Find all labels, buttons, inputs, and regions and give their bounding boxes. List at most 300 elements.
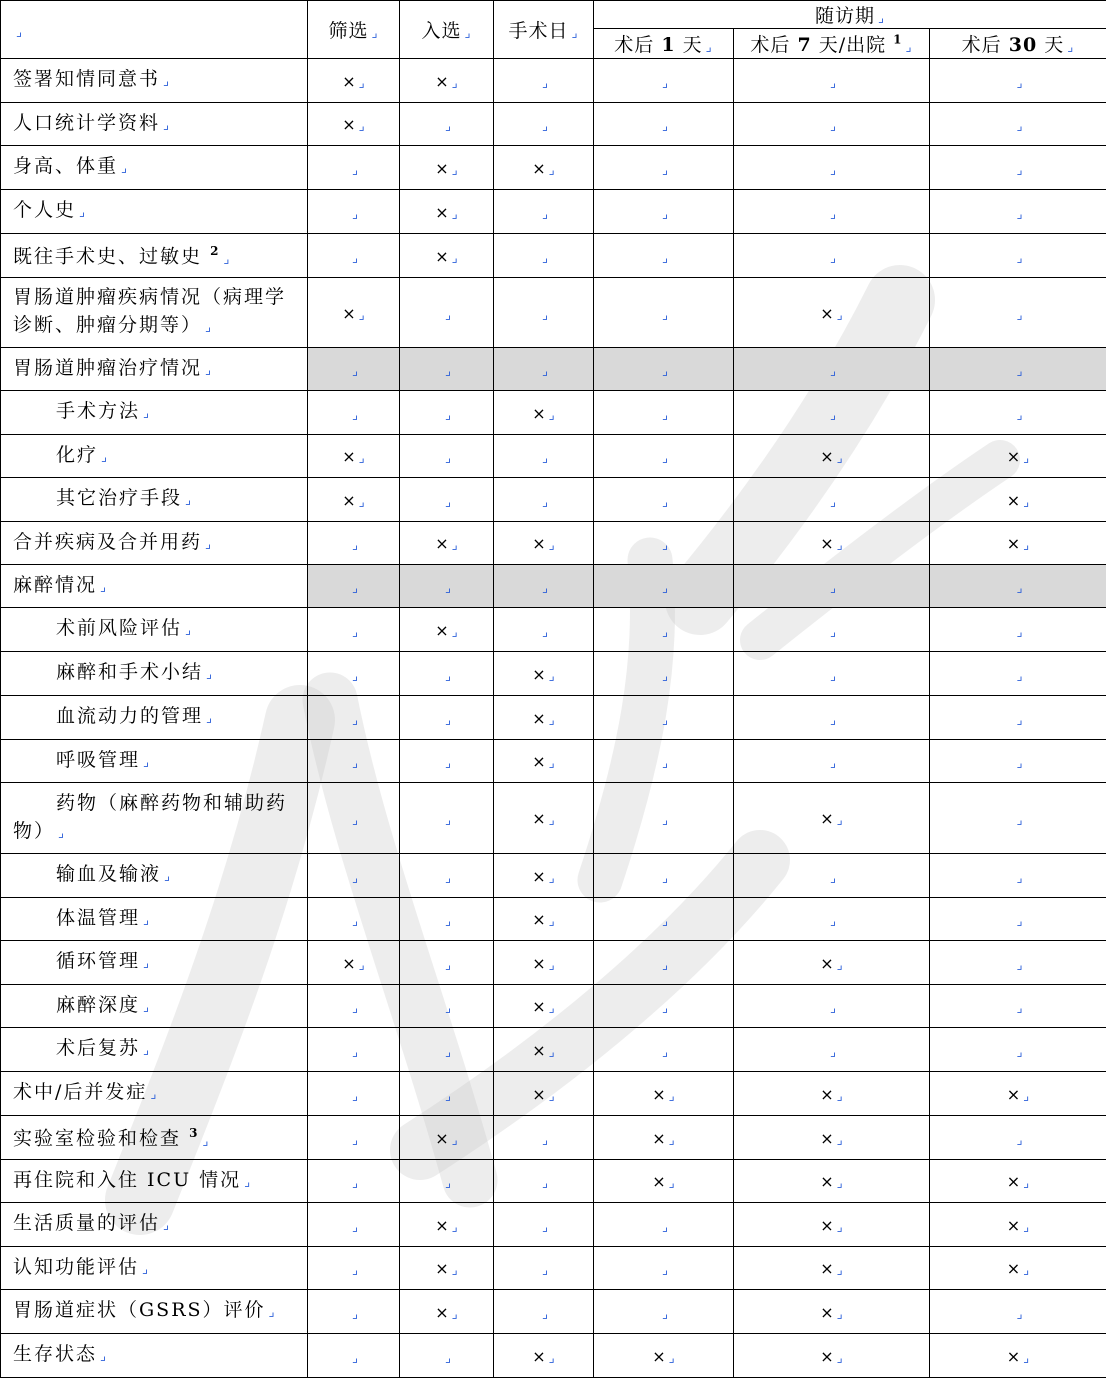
table-cell <box>930 522 1106 565</box>
paragraph-mark: ⌟ <box>352 713 358 728</box>
paragraph-mark: ⌟ <box>837 813 843 828</box>
check-mark: × <box>820 1303 833 1322</box>
row-label <box>1 608 308 652</box>
table-cell <box>734 941 930 985</box>
table-row <box>1 854 1106 898</box>
table-cell <box>494 1334 594 1378</box>
table-cell <box>734 652 930 696</box>
table-cell <box>734 696 930 740</box>
table-cell <box>308 1160 400 1203</box>
table-cell <box>594 696 734 740</box>
table-cell <box>494 103 594 146</box>
table-cell <box>734 1290 930 1334</box>
table-cell <box>734 565 930 608</box>
paragraph-mark: ⌟ <box>549 408 555 423</box>
table-cell <box>594 278 734 348</box>
paragraph-mark: ⌟ <box>549 871 555 886</box>
paragraph-mark: ⌟ <box>662 163 668 178</box>
table-cell <box>734 234 930 278</box>
table-cell <box>930 234 1106 278</box>
check-mark: × <box>342 491 355 510</box>
paragraph-mark: ⌟ <box>830 76 836 91</box>
check-mark: × <box>532 665 545 684</box>
row-label <box>1 565 308 608</box>
table-cell <box>494 1203 594 1247</box>
table-cell <box>594 190 734 234</box>
header-day-30: 术后 30 天 ⌟ <box>930 29 1106 59</box>
table-cell <box>494 391 594 435</box>
header-followup: 随访期 ⌟ <box>594 1 1106 29</box>
table-cell <box>734 985 930 1028</box>
table-cell <box>594 1203 734 1247</box>
table-cell <box>734 1072 930 1116</box>
row-label-text: 手术方法 <box>56 400 140 422</box>
table-cell <box>400 898 494 941</box>
table-cell <box>734 608 930 652</box>
table-cell <box>594 1334 734 1378</box>
paragraph-mark: ⌟ <box>445 756 451 771</box>
paragraph-mark: ⌟ <box>1023 1351 1029 1366</box>
table-cell <box>308 190 400 234</box>
table-cell <box>594 1072 734 1116</box>
table-row <box>1 783 1106 854</box>
table-cell <box>594 234 734 278</box>
row-label-text: 个人史 <box>13 199 76 221</box>
paragraph-mark: ⌟ <box>445 1089 451 1104</box>
row-label-text: 既往手术史、过敏史 <box>13 246 202 268</box>
paragraph-mark: ⌟ <box>669 1089 675 1104</box>
paragraph-mark: ⌟ <box>352 364 358 379</box>
check-mark: × <box>1007 1216 1020 1235</box>
table-row <box>1 391 1106 435</box>
table-row <box>1 1290 1106 1334</box>
paragraph-mark: ⌟ <box>662 1307 668 1322</box>
paragraph-mark: ⌟ <box>542 251 548 266</box>
table-cell <box>734 1203 930 1247</box>
row-label <box>1 1334 308 1378</box>
check-mark: × <box>342 304 355 323</box>
table-cell <box>494 854 594 898</box>
check-mark: × <box>532 867 545 886</box>
table-cell <box>594 985 734 1028</box>
table-row <box>1 522 1106 565</box>
paragraph-mark: ⌟ <box>837 1351 843 1366</box>
table-cell <box>930 740 1106 783</box>
paragraph-mark: ⌟ <box>830 119 836 134</box>
table-cell <box>400 1334 494 1378</box>
check-mark: × <box>342 72 355 91</box>
row-label <box>1 522 308 565</box>
paragraph-mark: ⌟ <box>352 1133 358 1148</box>
paragraph-mark: ⌟ <box>352 871 358 886</box>
row-label-text: 化疗 <box>56 444 98 466</box>
paragraph-mark: ⌟ <box>223 252 231 267</box>
row-label <box>1 146 308 190</box>
paragraph-mark: ⌟ <box>1016 669 1022 684</box>
check-mark: × <box>342 447 355 466</box>
check-mark: × <box>820 447 833 466</box>
paragraph-mark: ⌟ <box>549 914 555 929</box>
row-label-text: 实验室检验和检查 <box>13 1128 181 1150</box>
table-cell <box>308 435 400 478</box>
paragraph-mark: ⌟ <box>1016 871 1022 886</box>
check-mark: × <box>435 534 448 553</box>
row-label-text: 人口统计学资料 <box>13 112 160 134</box>
check-mark: × <box>435 247 448 266</box>
paragraph-mark: ⌟ <box>1016 958 1022 973</box>
paragraph-mark: ⌟ <box>837 1176 843 1191</box>
paragraph-mark: ⌟ <box>669 1176 675 1191</box>
paragraph-mark: ⌟ <box>352 538 358 553</box>
paragraph-mark: ⌟ <box>142 1262 150 1277</box>
table-row <box>1 608 1106 652</box>
row-label-text: 生存状态 <box>13 1343 97 1365</box>
table-cell <box>400 740 494 783</box>
table-cell <box>494 941 594 985</box>
table-cell <box>400 985 494 1028</box>
paragraph-mark: ⌟ <box>662 451 668 466</box>
table-cell <box>308 1334 400 1378</box>
table-row <box>1 1203 1106 1247</box>
paragraph-mark: ⌟ <box>352 1263 358 1278</box>
table-cell <box>594 435 734 478</box>
paragraph-mark: ⌟ <box>352 163 358 178</box>
paragraph-mark: ⌟ <box>352 1351 358 1366</box>
table-row <box>1 941 1106 985</box>
check-mark: × <box>1007 491 1020 510</box>
paragraph-mark: ⌟ <box>662 871 668 886</box>
paragraph-mark: ⌟ <box>542 1263 548 1278</box>
paragraph-mark: ⌟ <box>830 756 836 771</box>
paragraph-mark: ⌟ <box>445 914 451 929</box>
table-cell <box>594 1290 734 1334</box>
paragraph-mark: ⌟ <box>1023 1089 1029 1104</box>
paragraph-mark: ⌟ <box>549 538 555 553</box>
table-cell <box>494 652 594 696</box>
table-cell <box>930 278 1106 348</box>
check-mark: × <box>1007 534 1020 553</box>
table-cell <box>930 1247 1106 1290</box>
table-cell <box>308 348 400 391</box>
table-cell <box>930 985 1106 1028</box>
row-label <box>1 103 308 146</box>
table-cell <box>308 985 400 1028</box>
paragraph-mark: ⌟ <box>164 869 172 884</box>
paragraph-mark: ⌟ <box>830 669 836 684</box>
paragraph-mark: ⌟ <box>662 251 668 266</box>
check-mark: × <box>652 1129 665 1148</box>
paragraph-mark: ⌟ <box>830 625 836 640</box>
check-mark: × <box>435 203 448 222</box>
paragraph-mark: ⌟ <box>101 450 109 465</box>
row-label <box>1 391 308 435</box>
row-label-text: 术中/后并发症 <box>13 1081 147 1103</box>
paragraph-mark: ⌟ <box>662 538 668 553</box>
paragraph-mark: ⌟ <box>1016 1045 1022 1060</box>
row-label <box>1 1028 308 1072</box>
row-label <box>1 59 308 103</box>
row-label-text: 其它治疗手段 <box>56 487 182 509</box>
row-label-text: 麻醉和手术小结 <box>56 661 203 683</box>
table-cell <box>400 435 494 478</box>
table-cell <box>494 1160 594 1203</box>
table-cell <box>734 146 930 190</box>
paragraph-mark: ⌟ <box>185 623 193 638</box>
paragraph-mark: ⌟ <box>549 958 555 973</box>
table-cell <box>494 478 594 522</box>
footnote-ref: 3 <box>189 1126 199 1140</box>
table-cell <box>400 783 494 854</box>
paragraph-mark: ⌟ <box>445 581 451 596</box>
paragraph-mark: ⌟ <box>662 495 668 510</box>
paragraph-mark: ⌟ <box>830 251 836 266</box>
table-row <box>1 1072 1106 1116</box>
paragraph-mark: ⌟ <box>662 625 668 640</box>
paragraph-mark: ⌟ <box>662 364 668 379</box>
check-mark: × <box>652 1172 665 1191</box>
paragraph-mark: ⌟ <box>837 538 843 553</box>
table-cell <box>308 783 400 854</box>
paragraph-mark: ⌟ <box>662 1001 668 1016</box>
paragraph-mark: ⌟ <box>100 580 108 595</box>
paragraph-mark: ⌟ <box>542 119 548 134</box>
check-mark: × <box>652 1347 665 1366</box>
paragraph-mark: ⌟ <box>662 308 668 323</box>
row-label <box>1 190 308 234</box>
table-cell <box>930 941 1106 985</box>
paragraph-mark: ⌟ <box>542 364 548 379</box>
check-mark: × <box>820 954 833 973</box>
table-cell <box>400 348 494 391</box>
table-cell <box>308 59 400 103</box>
paragraph-mark: ⌟ <box>202 1134 210 1149</box>
table-cell <box>734 1334 930 1378</box>
table-cell <box>308 278 400 348</box>
paragraph-mark: ⌟ <box>58 826 66 841</box>
paragraph-mark: ⌟ <box>352 914 358 929</box>
table-cell <box>400 146 494 190</box>
table-cell <box>594 59 734 103</box>
paragraph-mark: ⌟ <box>542 625 548 640</box>
table-cell <box>734 190 930 234</box>
footnote-ref: 2 <box>210 244 220 258</box>
table-cell <box>734 522 930 565</box>
table-cell <box>400 278 494 348</box>
paragraph-mark: ⌟ <box>445 451 451 466</box>
paragraph-mark: ⌟ <box>669 1133 675 1148</box>
paragraph-mark: ⌟ <box>163 118 171 133</box>
check-mark: × <box>435 1303 448 1322</box>
table-cell <box>400 652 494 696</box>
paragraph-mark: ⌟ <box>542 1176 548 1191</box>
table-cell <box>594 146 734 190</box>
row-label <box>1 985 308 1028</box>
table-cell <box>734 348 930 391</box>
table-cell <box>494 190 594 234</box>
paragraph-mark: ⌟ <box>1016 251 1022 266</box>
check-mark: × <box>820 1085 833 1104</box>
paragraph-mark: ⌟ <box>163 74 171 89</box>
check-mark: × <box>532 997 545 1016</box>
row-label <box>1 1247 308 1290</box>
check-mark: × <box>532 752 545 771</box>
table-cell <box>594 348 734 391</box>
table-cell <box>308 234 400 278</box>
paragraph-mark: ⌟ <box>662 756 668 771</box>
paragraph-mark: ⌟ <box>452 1133 458 1148</box>
row-label <box>1 478 308 522</box>
table-cell <box>734 898 930 941</box>
paragraph-mark: ⌟ <box>830 408 836 423</box>
check-mark: × <box>1007 1085 1020 1104</box>
row-label <box>1 783 308 854</box>
check-mark: × <box>820 1216 833 1235</box>
paragraph-mark: ⌟ <box>1016 713 1022 728</box>
check-mark: × <box>820 1259 833 1278</box>
paragraph-mark: ⌟ <box>1016 364 1022 379</box>
check-mark: × <box>532 404 545 423</box>
paragraph-mark: ⌟ <box>185 493 193 508</box>
table-cell <box>930 854 1106 898</box>
paragraph-mark: ⌟ <box>352 1089 358 1104</box>
table-cell <box>734 103 930 146</box>
paragraph-mark: ⌟ <box>352 1307 358 1322</box>
schedule-body <box>1 59 1106 1378</box>
table-row <box>1 985 1106 1028</box>
check-mark: × <box>532 954 545 973</box>
check-mark: × <box>532 910 545 929</box>
row-label <box>1 435 308 478</box>
paragraph-mark: ⌟ <box>359 119 365 134</box>
paragraph-mark: ⌟ <box>445 1001 451 1016</box>
table-row <box>1 1116 1106 1160</box>
header-enrollment: 入选 ⌟ <box>400 1 494 59</box>
paragraph-mark: ⌟ <box>542 495 548 510</box>
table-cell <box>930 608 1106 652</box>
row-label <box>1 234 308 278</box>
paragraph-mark: ⌟ <box>1023 451 1029 466</box>
paragraph-mark: ⌟ <box>206 667 214 682</box>
paragraph-mark: ⌟ <box>121 161 129 176</box>
paragraph-mark: ⌟ <box>143 406 151 421</box>
paragraph-mark: ⌟ <box>549 713 555 728</box>
row-label-text: 麻醉深度 <box>56 994 140 1016</box>
check-mark: × <box>532 1041 545 1060</box>
paragraph-mark: ⌟ <box>1023 538 1029 553</box>
table-cell <box>400 854 494 898</box>
paragraph-mark: ⌟ <box>205 537 213 552</box>
table-cell <box>308 608 400 652</box>
paragraph-mark: ⌟ <box>445 408 451 423</box>
paragraph-mark: ⌟ <box>549 1045 555 1060</box>
row-label <box>1 740 308 783</box>
paragraph-mark: ⌟ <box>1016 408 1022 423</box>
paragraph-mark: ⌟ <box>830 581 836 596</box>
table-cell <box>930 348 1106 391</box>
table-row <box>1 103 1106 146</box>
paragraph-mark: ⌟ <box>549 756 555 771</box>
paragraph-mark: ⌟ <box>830 1045 836 1060</box>
table-cell <box>930 898 1106 941</box>
paragraph-mark: ⌟ <box>143 1043 151 1058</box>
table-cell <box>930 103 1106 146</box>
table-row <box>1 740 1106 783</box>
check-mark: × <box>435 1216 448 1235</box>
paragraph-mark: ⌟ <box>1016 581 1022 596</box>
table-cell <box>594 565 734 608</box>
table-cell <box>734 740 930 783</box>
table-row <box>1 278 1106 348</box>
table-cell <box>594 478 734 522</box>
row-label <box>1 898 308 941</box>
paragraph-mark: ⌟ <box>1016 756 1022 771</box>
table-cell <box>594 1028 734 1072</box>
table-cell <box>594 783 734 854</box>
paragraph-mark: ⌟ <box>837 1263 843 1278</box>
table-cell <box>308 1028 400 1072</box>
paragraph-mark: ⌟ <box>662 207 668 222</box>
paragraph-mark: ⌟ <box>662 1263 668 1278</box>
row-label-text: 生活质量的评估 <box>13 1212 160 1234</box>
table-row <box>1 696 1106 740</box>
paragraph-mark: ⌟ <box>205 363 213 378</box>
row-label-text: 合并疾病及合并用药 <box>13 531 202 553</box>
check-mark: × <box>435 159 448 178</box>
table-cell <box>494 1028 594 1072</box>
paragraph-mark: ⌟ <box>662 713 668 728</box>
paragraph-mark: ⌟ <box>352 756 358 771</box>
table-row <box>1 652 1106 696</box>
paragraph-mark: ⌟ <box>445 495 451 510</box>
paragraph-mark: ⌟ <box>1023 1263 1029 1278</box>
paragraph-mark: ⌟ <box>1016 1133 1022 1148</box>
table-cell <box>494 1290 594 1334</box>
paragraph-mark: ⌟ <box>352 408 358 423</box>
paragraph-mark: ⌟ <box>1016 813 1022 828</box>
table-cell <box>734 478 930 522</box>
table-cell <box>930 59 1106 103</box>
table-cell <box>930 1203 1106 1247</box>
check-mark: × <box>1007 1347 1020 1366</box>
paragraph-mark: ⌟ <box>662 813 668 828</box>
check-mark: × <box>820 1172 833 1191</box>
paragraph-mark: ⌟ <box>662 408 668 423</box>
paragraph-mark: ⌟ <box>669 1351 675 1366</box>
paragraph-mark: ⌟ <box>352 251 358 266</box>
row-label <box>1 854 308 898</box>
paragraph-mark: ⌟ <box>542 207 548 222</box>
table-cell <box>594 854 734 898</box>
table-cell <box>400 391 494 435</box>
table-cell <box>734 391 930 435</box>
paragraph-mark: ⌟ <box>206 711 214 726</box>
table-cell <box>930 190 1106 234</box>
paragraph-mark: ⌟ <box>837 451 843 466</box>
table-cell <box>594 608 734 652</box>
paragraph-mark: ⌟ <box>352 1220 358 1235</box>
paragraph-mark: ⌟ <box>452 538 458 553</box>
paragraph-mark: ⌟ <box>1016 625 1022 640</box>
paragraph-mark: ⌟ <box>662 914 668 929</box>
paragraph-mark: ⌟ <box>359 958 365 973</box>
paragraph-mark: ⌟ <box>452 163 458 178</box>
table-cell <box>594 391 734 435</box>
row-label-text: 胃肠道肿瘤疾病情况（病理学诊断、肿瘤分期等） <box>13 286 286 336</box>
table-cell <box>930 1160 1106 1203</box>
table-cell <box>400 1072 494 1116</box>
paragraph-mark: ⌟ <box>452 1307 458 1322</box>
paragraph-mark: ⌟ <box>1023 495 1029 510</box>
